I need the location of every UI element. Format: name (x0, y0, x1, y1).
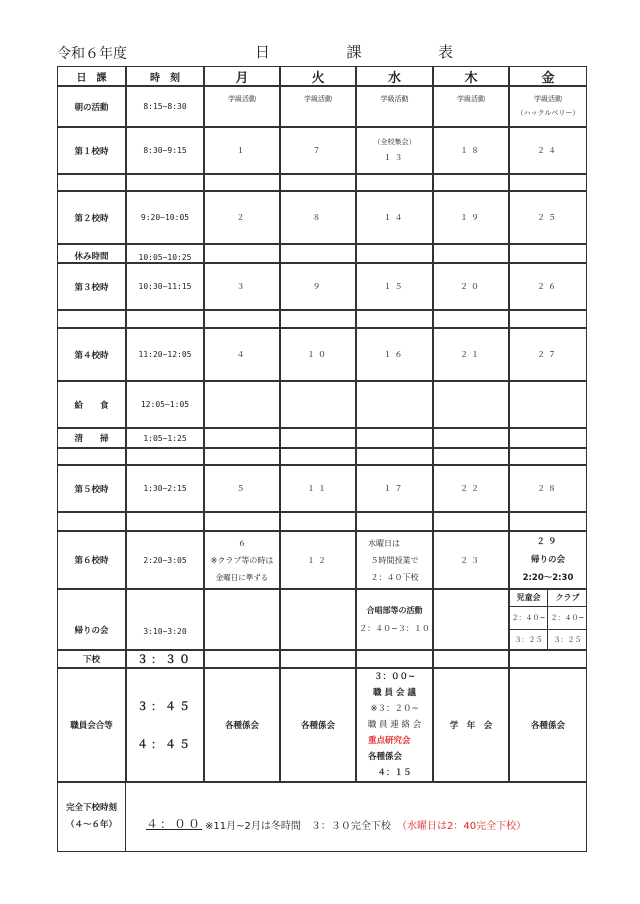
row-label-lunch: 給 食 (74, 400, 109, 411)
cell-p1-thu: １８ (460, 146, 482, 155)
header-day-thu: 木 (464, 70, 478, 86)
final-dismissal-grades: （４～６年） (65, 820, 117, 830)
page-title (255, 41, 455, 62)
row-label-clean: 清 掃 (74, 434, 109, 444)
time-p6: 2:20~3:05 (143, 555, 187, 565)
cell-morning-fri-main: 学級活動 (534, 95, 562, 103)
cell-homeroom-fri-club-end: ３：２５ (553, 635, 582, 644)
row-label-staff: 職員会合等 (70, 721, 113, 731)
cell-staff-wed-line7: ４：１５ (377, 768, 412, 778)
cell-p2-fri: ２５ (537, 213, 559, 222)
cell-p4-thu: ２１ (460, 350, 482, 359)
cell-p6-wed (356, 531, 433, 589)
cell-p4-tue: １０ (307, 350, 329, 359)
cell-morning-tue: 学級活動 (304, 95, 332, 103)
cell-homeroom-fri-club-label: クラブ (555, 593, 580, 602)
header-day-fri: 金 (541, 70, 555, 86)
time-p5: 1:30~2:15 (143, 484, 187, 493)
cell-homeroom-wed-note1: 合唱部等の活動 (366, 605, 423, 615)
time-staff-end: ４：４５ (137, 738, 193, 751)
row-label-p5: 第５校時 (74, 484, 109, 495)
time-morning: 8:15~8:30 (143, 102, 187, 111)
cell-p3-tue: ９ (312, 282, 324, 291)
time-staff-start: ３：４５ (137, 700, 193, 713)
cell-p6-fri-num: ２９ (536, 537, 560, 547)
school-year: 令和６年度 (57, 46, 127, 62)
cell-p6-wed-note1: 水曜日は (368, 538, 400, 548)
wednesday-note: （水曜日は2：40完全下校） (397, 821, 527, 832)
cell-p6-wed-note3: ２：４０下校 (370, 572, 419, 582)
cell-p5-mon: ５ (236, 484, 248, 493)
cell-p2-wed: １４ (383, 213, 406, 222)
row-label-final-dismissal (57, 782, 126, 852)
time-break: 10:05~10:25 (138, 253, 192, 262)
cell-p1-mon: １ (236, 146, 248, 155)
cell-p6-fri-note1: 帰りの会 (530, 555, 565, 565)
cell-p4-mon: ４ (236, 350, 248, 359)
cell-staff-wed-line1: ３：００~ (373, 672, 416, 682)
cell-staff-tue: 各種係会 (300, 721, 335, 731)
cell-p1-wed-num: １３ (383, 152, 406, 162)
cell-staff-mon: 各種係会 (224, 721, 259, 731)
header-subject: 日 課 (76, 72, 107, 84)
cell-staff-fri: 各種係会 (530, 721, 565, 731)
row-label-dismissal: 下校 (82, 655, 100, 665)
row-label-morning: 朝の活動 (74, 102, 109, 113)
title-char-2: 課 (346, 43, 364, 61)
row-label-homeroom: 帰りの会 (74, 626, 109, 636)
cell-p6-mon (204, 531, 280, 589)
cell-p6-fri (509, 531, 587, 589)
cell-p4-fri: ２７ (537, 350, 559, 359)
cell-staff-wed (356, 668, 433, 782)
cell-homeroom-fri-council-end: ３：２５ (514, 635, 543, 644)
cell-morning-fri (509, 86, 587, 127)
row-label-p2: 第２校時 (74, 213, 109, 224)
row-label-p4: 第４校時 (74, 350, 109, 361)
cell-staff-wed-line2: 職 員 会 議 (373, 688, 416, 698)
cell-p4-wed: １６ (383, 350, 406, 359)
cell-p3-thu: ２０ (460, 282, 482, 291)
cell-p6-fri-note2: 2:20～2:30 (522, 573, 574, 583)
cell-p5-wed: １７ (383, 484, 406, 493)
cell-homeroom-fri-club-start: ２：４０~ (550, 613, 585, 622)
winter-time-note: ※11月~2月は冬時間 ３：３０完全下校 (205, 821, 391, 832)
cell-p5-thu: ２２ (460, 484, 482, 493)
header-day-tue: 火 (311, 70, 325, 86)
cell-p6-tue: １２ (307, 555, 329, 565)
cell-morning-fri-sub: （ハックルベリー） (516, 109, 580, 117)
cell-staff-wed-line3: ※３：２０~ (370, 704, 419, 714)
time-dismissal: ３：３０ (137, 653, 193, 666)
final-dismissal-label: 完全下校時刻 (65, 803, 117, 813)
cell-homeroom-fri-council-label: 児童会 (516, 593, 541, 602)
row-label-p6: 第６校時 (74, 556, 109, 566)
cell-p2-tue: ８ (312, 213, 324, 222)
cell-p1-fri: ２４ (537, 146, 559, 155)
cell-staff-wed-line4: 職 員 連 絡 会 (367, 720, 422, 730)
cell-p6-mon-note2: 金曜日に準ずる (215, 572, 269, 582)
time-p1: 8:30~9:15 (143, 146, 187, 155)
time-staff (126, 668, 204, 782)
cell-p6-wed-note2: ５時間授業で (370, 555, 419, 565)
final-dismissal-time: ４：００ (146, 817, 203, 831)
cell-morning-thu: 学級活動 (457, 95, 485, 103)
cell-p1-wed (356, 127, 433, 174)
cell-staff-thu: 学 年 会 (449, 721, 493, 731)
schedule-table (57, 66, 587, 852)
cell-p1-tue: ７ (312, 146, 324, 155)
cell-p1-wed-note: （全校集会） (373, 137, 416, 146)
time-p2: 9:20~10:05 (140, 213, 190, 222)
cell-staff-wed-line5: 重点研究会 (368, 736, 411, 746)
cell-p6-mon-num: ６ (238, 538, 246, 548)
cell-homeroom-wed (356, 589, 433, 650)
cell-homeroom-fri-council-start: ２：４０~ (511, 613, 546, 622)
cell-p2-thu: １９ (460, 213, 482, 222)
header-day-wed: 水 (387, 70, 401, 86)
row-label-break: 休み時間 (74, 252, 109, 262)
time-p4: 11:20~12:05 (138, 350, 192, 359)
time-lunch: 12:05~1:05 (140, 400, 190, 409)
title-char-3: 表 (437, 43, 455, 61)
cell-morning-wed: 学級活動 (380, 95, 409, 103)
cell-morning-mon: 学級活動 (228, 95, 256, 103)
cell-p3-fri: ２６ (537, 282, 559, 291)
cell-p2-mon: ２ (236, 213, 248, 222)
cell-p3-mon: ３ (236, 282, 248, 291)
header-time: 時 刻 (150, 72, 180, 84)
time-homeroom: 3:10~3:20 (143, 627, 187, 636)
time-clean: 1:05~1:25 (143, 433, 187, 443)
title-char-1: 日 (255, 43, 273, 61)
cell-homeroom-wed-note2: ２：４０~３：１０ (359, 623, 430, 633)
cell-p5-fri: ２８ (537, 484, 559, 493)
row-label-p1: 第１校時 (74, 146, 109, 157)
header-day-mon: 月 (235, 70, 249, 86)
cell-p3-wed: １５ (383, 282, 406, 291)
cell-p6-mon-note1: ※クラブ等の時は (210, 555, 274, 565)
time-p3: 10:30~11:15 (138, 282, 192, 291)
cell-p6-thu: ２３ (460, 555, 482, 565)
cell-p5-tue: １１ (307, 484, 329, 493)
cell-staff-wed-line6: 各種係会 (368, 752, 403, 762)
row-label-p3: 第３校時 (74, 282, 109, 293)
